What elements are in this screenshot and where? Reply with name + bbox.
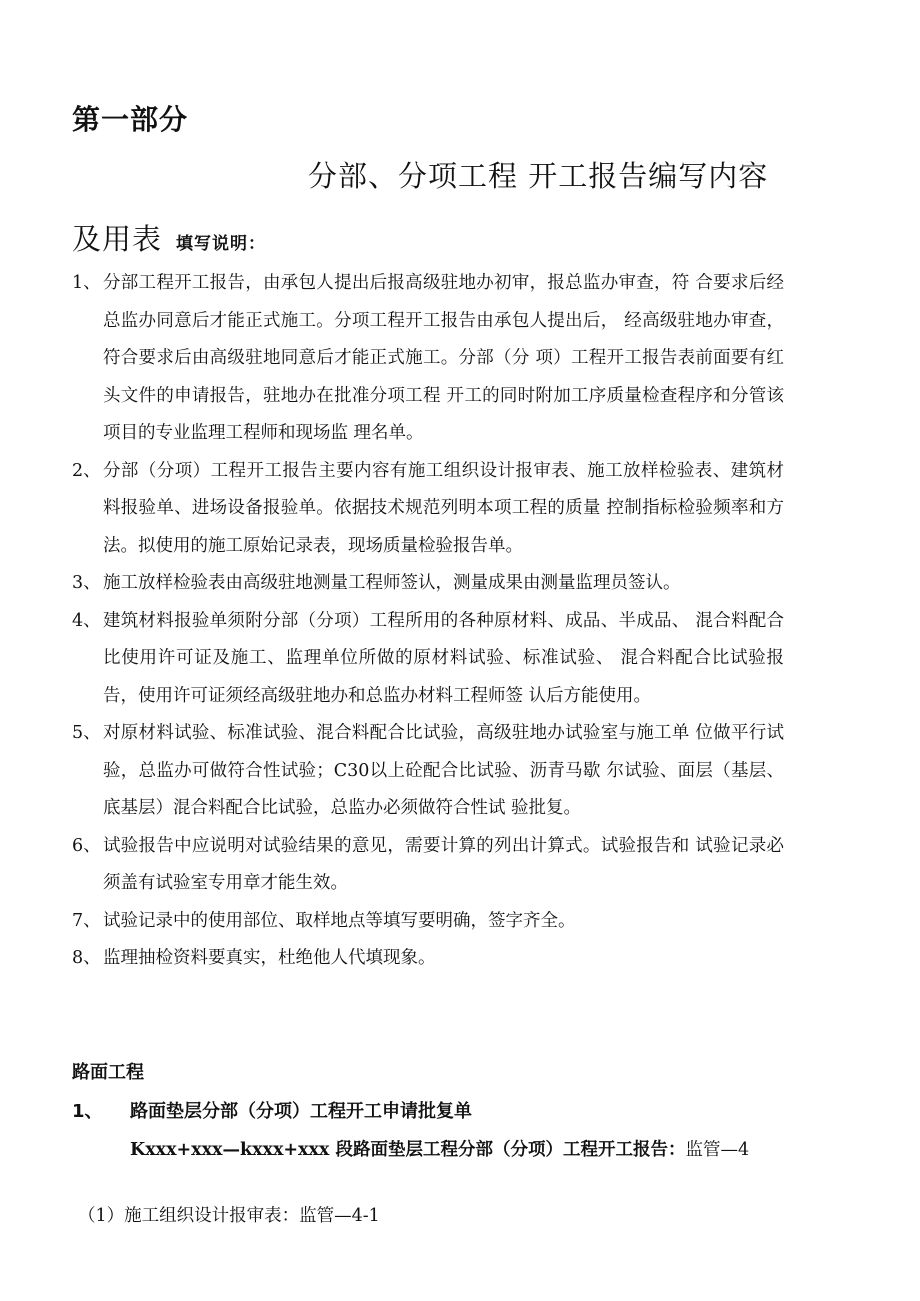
report-line [72,1133,772,1167]
instruction-text: 试验报告中应说明对试验结果的意见，需要计算的列出计算式。试验报告和 试验记录必须盖有试验室专用章才能生效。 [103,835,784,893]
report-code: 监管—4 [685,1140,750,1160]
document-title-continued [72,217,266,258]
instruction-number: 4、 [72,610,101,631]
instruction-text: 对原材料试验、标准试验、混合料配合比试验，高级驻地办试验室与施工单 位做平行试验，总监办可做符合性试验；C30以上砼配合比试验、沥青马歇 尔试验、面层（基层、底基层）混合料配合比试验，总监办必须做符合性试 验批复。 [103,723,784,818]
instruction-text: 试验记录中的使用部位、取样地点等填写要明确，签字齐全。 [103,910,576,931]
instruction-text: 分部（分项）工程开工报告主要内容有施工组织设计报审表、施工放样检验表、建筑材料报验单、进场设备报验单。依据技术规范列明本项工程的质量 控制指标检验频率和方法。拟使用的施工原始记录表，现场质量检验报告单。 [103,460,784,556]
instruction-number: 7、 [72,910,101,931]
instruction-number: 2、 [72,460,101,481]
instruction-item [72,265,784,453]
instruction-text: 监理抽检资料要真实，杜绝他人代填现象。 [103,948,436,968]
instruction-item [72,453,784,566]
form-reference-line: （1）施工组织设计报审表：监管—4-1 [78,1206,380,1226]
fill-instructions-label: 填写说明： [176,234,267,254]
instruction-number: 1、 [72,273,101,293]
sub-heading [72,1097,472,1123]
instruction-item [72,715,784,828]
sub-heading-number: 1、 [72,1101,103,1122]
instruction-number: 6、 [72,835,101,856]
instruction-text: 分部工程开工报告，由承包人提出后报高级驻地办初审，报总监办审查，符 合要求后经总监办同意后才能正式施工。分项工程开工报告由承包人提出后， 经高级驻地办审查，符合要求后由高级驻地同意后才能正式施工。分部（分 项）工程开工报告表前面要有红头文件的申请报告，驻地办在批准分项工程 开工的同时附加工序质量检查程序和分管该项目的专业监理工程师和现场监 理名单。 [103,273,784,443]
instruction-number: 8、 [72,948,101,968]
document-title: 分部、分项工程 开工报告编写内容 [308,159,769,193]
instruction-text: 施工放样检验表由高级驻地测量工程师签认，测量成果由测量监理员签认。 [103,573,681,593]
instruction-number: 3、 [72,573,101,593]
instruction-item [72,828,784,903]
instruction-text: 建筑材料报验单须附分部（分项）工程所用的各种原材料、成品、半成品、 混合料配合比使用许可证及施工、监理单位所做的原材料试验、标准试验、 混合料配合比试验报告，使用许可证须经高级驻地办和总监办材料工程师签 认后方能使用。 [103,610,784,706]
document-title-tail: 及用表 [72,222,163,256]
report-title: Kxxx+xxx—kxxx+xxx 段路面垫层工程分部（分项）工程开工报告： [130,1140,686,1160]
instruction-item [72,940,784,978]
section-heading: 路面工程 [72,1062,144,1083]
instruction-list [72,265,784,978]
instruction-item [72,903,784,941]
instruction-number: 5、 [72,723,101,743]
sub-heading-text: 路面垫层分部（分项）工程开工申请批复单 [130,1101,472,1122]
instruction-item [72,565,784,603]
instruction-item [72,603,784,716]
part-title: 第一部分 [72,103,189,136]
